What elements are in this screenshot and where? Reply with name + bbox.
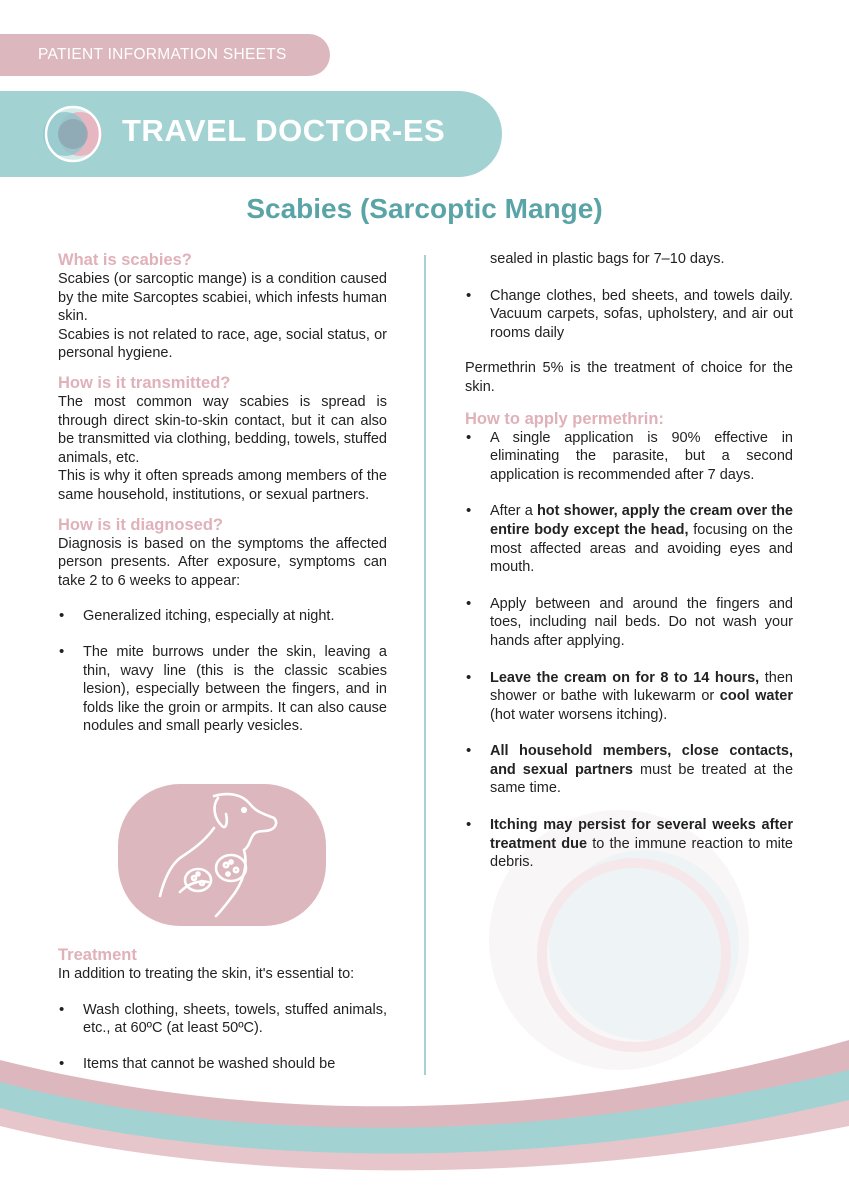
application-list: [465, 429, 793, 872]
bottom-wave-decoration: [0, 1030, 849, 1200]
symptom-list: [58, 607, 387, 736]
section-heading: What is scabies?: [58, 251, 192, 269]
paragraph: Scabies (or sarcoptic mange) is a condition caused by the mite Sarcoptes scabiei, which infests human skin.: [58, 271, 387, 325]
brand-name: TRAVEL DOCTOR-ES: [122, 113, 446, 148]
page-title: Scabies (Sarcoptic Mange): [246, 193, 603, 224]
list-item: • Items that cannot be washed should be: [58, 1055, 387, 1074]
bold-text: hot shower, apply the cream over the entire body except the head,: [490, 503, 793, 538]
list-item: • Change clothes, bed sheets, and towels daily. Vacuum carpets, sofas, upholstery, and air out rooms daily: [465, 287, 793, 343]
bold-text: cool water: [719, 688, 793, 705]
list-item: • A single application is 90% effective in eliminating the parasite, but a second application is recommended after 7 days.: [465, 429, 793, 485]
list-item: [465, 816, 793, 872]
dog-with-skin-lesions-icon: [118, 784, 326, 926]
category-banner: [0, 34, 330, 76]
treatment-list-continued: [465, 287, 793, 343]
list-item: [465, 502, 793, 576]
text: (hot water worsens itching).: [490, 706, 668, 723]
overlapping-circles-logo-icon: [37, 104, 107, 164]
section-heading: How is it transmitted?: [58, 373, 231, 392]
text: must be treated at the same time.: [490, 761, 794, 797]
list-item-continuation: sealed in plastic bags for 7–10 days.: [490, 251, 725, 267]
list-item: • Generalized itching, especially at night.: [58, 607, 387, 626]
text: After a: [490, 503, 537, 520]
list-item: • Apply between and around the fingers and toes, including nail beds. Do not wash your hands after applying.: [465, 595, 793, 651]
paragraph: Permethrin 5% is the treatment of choice for the skin.: [465, 360, 793, 395]
list-item: • The mite burrows under the skin, leaving a thin, wavy line (this is the classic scabies lesion), especially between the fingers, and in folds like the groin or armpits. It can also cause nodules and small pearly vesicles.: [58, 643, 387, 736]
text: then shower or bathe with lukewarm or: [490, 669, 793, 705]
paragraph: Diagnosis is based on the symptoms the affected person presents. After exposure, symptoms can take 2 to 6 weeks to appear:: [58, 535, 387, 589]
paragraph: Scabies is not related to race, age, social status, or personal hygiene.: [58, 326, 387, 362]
section-heading: How to apply permethrin:: [465, 409, 664, 428]
bold-text: Leave the cream on for 8 to 14 hours,: [490, 669, 760, 686]
section-heading: Treatment: [58, 946, 137, 964]
bold-text: All household members, close contacts, and sexual partners: [490, 743, 793, 778]
bold-text: Itching may persist for several weeks after treatment due: [490, 817, 793, 852]
list-item: [465, 742, 793, 798]
section-heading: How is it diagnosed?: [58, 515, 224, 534]
list-item: [465, 669, 793, 725]
column-divider: [424, 255, 426, 1075]
paragraph: In addition to treating the skin, it's essential to:: [58, 966, 355, 982]
list-item: • Wash clothing, sheets, towels, stuffed animals, etc., at 60ºC (at least 50ºC).: [58, 1001, 387, 1038]
right-column: [465, 250, 793, 872]
paragraph: This is why it often spreads among members of the same household, institutions, or sexual partners.: [58, 468, 387, 503]
text: focusing on the most affected areas and avoiding eyes and mouth.: [490, 521, 793, 576]
paragraph: The most common way scabies is spread is through direct skin-to-skin contact, but it can also be transmitted via clothing, bedding, towels, stuffed animals, etc.: [58, 393, 387, 466]
category-label: PATIENT INFORMATION SHEETS: [38, 46, 287, 63]
text: to the immune reaction to mite debris.: [490, 835, 793, 871]
left-column: [58, 250, 387, 736]
